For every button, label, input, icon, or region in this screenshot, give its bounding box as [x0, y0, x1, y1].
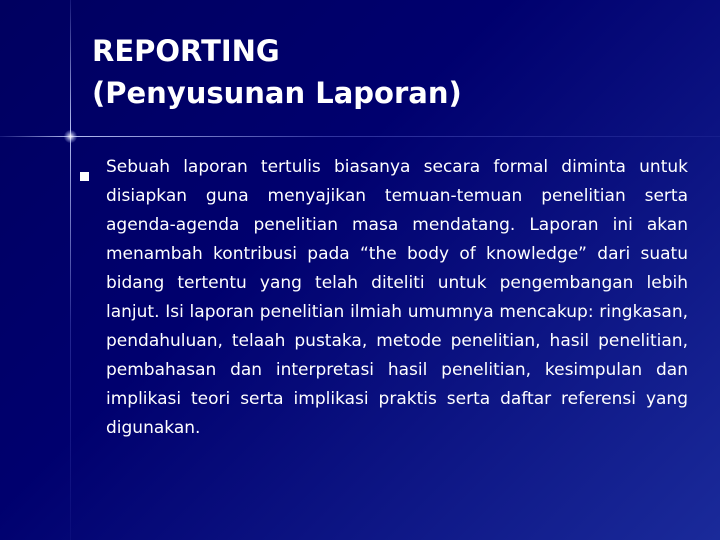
square-bullet-icon [80, 172, 89, 181]
slide-title [92, 30, 462, 114]
decorative-sparkle-icon [64, 130, 77, 143]
bullet-item [78, 153, 688, 443]
slide-title-line-1: REPORTING [92, 34, 280, 68]
bullet-text: Sebuah laporan tertulis biasanya secara formal diminta untuk disiapkan guna menyajikan temuan-temuan penelitian serta agenda-agenda penelitian masa mendatang. Laporan ini akan menambah kontribusi pada “the body of knowledge” dari suatu bidang tertentu yang telah diteliti untuk pengembangan lebih lanjut. Isi laporan penelitian ilmiah umumnya mencakup: ringkasan, pendahuluan, telaah pustaka, metode penelitian, hasil penelitian, pembahasan dan interpretasi hasil penelitian, kesimpulan dan implikasi teori serta implikasi praktis serta daftar referensi yang digunakan. [106, 157, 688, 438]
decorative-vertical-line [70, 0, 71, 540]
slide-title-line-2: (Penyusunan Laporan) [92, 76, 462, 110]
decorative-horizontal-line [0, 136, 720, 137]
bullet-list [78, 148, 688, 443]
